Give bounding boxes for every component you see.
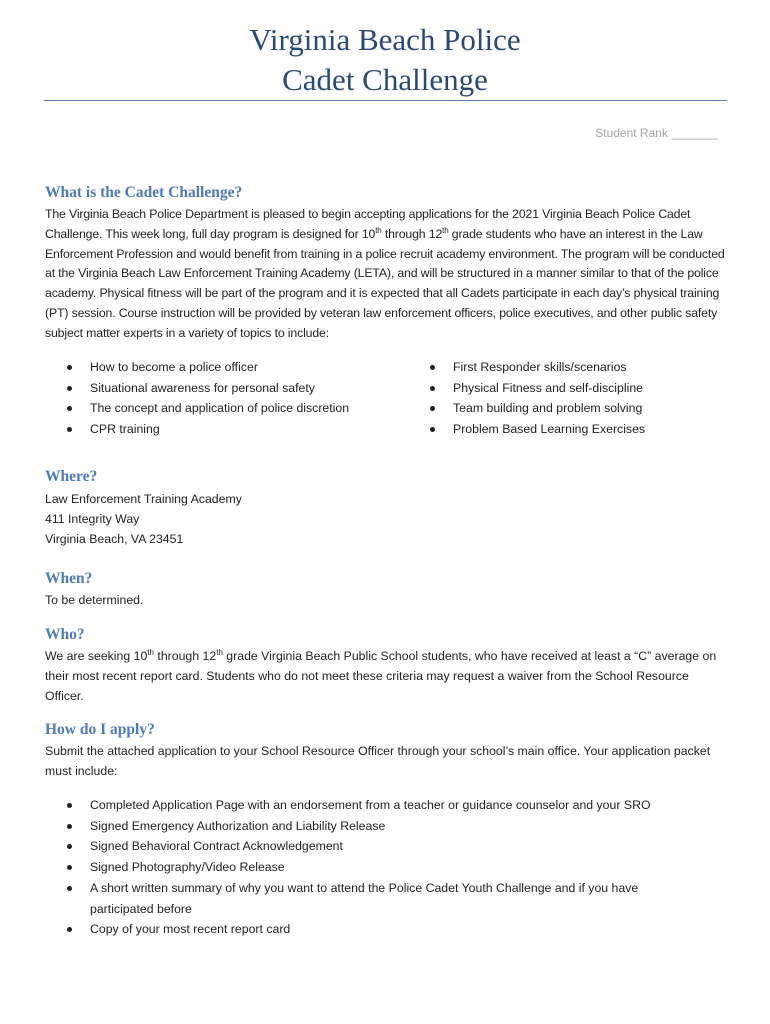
list-item: CPR training: [45, 419, 405, 440]
who-text-3: grade Virginia Beach Public School students, who have received at least a “C” average on their most recent report card. Students who do not meet these criteria may request a waiver from the School Resource Officer.: [45, 649, 717, 703]
list-item: Signed Photography/Video Release: [45, 857, 685, 878]
list-item: Signed Behavioral Contract Acknowledgement: [45, 836, 685, 857]
what-text-1: The Virginia Beach Police Department is pleased to begin accepting applications for the 2021 Virginia Beach Police Cadet Challenge. This week long, full day program is designed for 10: [45, 207, 691, 241]
list-item: Team building and problem solving: [408, 398, 728, 419]
list-item: The concept and application of police discretion: [45, 398, 405, 419]
what-paragraph: [45, 205, 735, 344]
heading-where: Where?: [45, 468, 98, 485]
who-sup-1: th: [147, 647, 154, 657]
student-rank-field: Student Rank _______: [595, 126, 718, 140]
list-item: A short written summary of why you want to attend the Police Cadet Youth Challenge and if you have participated before: [45, 878, 685, 919]
title-line-2: Cadet Challenge: [282, 62, 488, 97]
who-paragraph: [45, 647, 725, 706]
list-item: Copy of your most recent report card: [45, 919, 685, 940]
list-item: Physical Fitness and self-discipline: [408, 378, 728, 399]
list-item: How to become a police officer: [45, 357, 405, 378]
list-item: First Responder skills/scenarios: [408, 357, 728, 378]
address-block: [45, 489, 242, 549]
list-item: Situational awareness for personal safety: [45, 378, 405, 399]
document-title: [0, 20, 770, 100]
list-item: Completed Application Page with an endorsement from a teacher or guidance counselor and your SRO: [45, 795, 685, 816]
list-item: Problem Based Learning Exercises: [408, 419, 728, 440]
what-sup-1: th: [375, 225, 382, 235]
what-text-2: through 12: [381, 226, 443, 241]
heading-when: When?: [45, 570, 93, 587]
list-item: Signed Emergency Authorization and Liability Release: [45, 816, 685, 837]
heading-what: What is the Cadet Challenge?: [45, 184, 243, 201]
heading-apply: How do I apply?: [45, 721, 155, 738]
application-checklist: [45, 795, 685, 940]
who-sup-2: th: [216, 647, 223, 657]
what-sup-2: th: [442, 225, 449, 235]
apply-paragraph: Submit the attached application to your School Resource Officer through your school’s main office. Your application packet must include:: [45, 744, 711, 778]
address-line-2: 411 Integrity Way: [45, 512, 140, 526]
what-text-3: grade students who have an interest in the Law Enforcement Profession and would benefit from training in a police recruit academy environment. The program will be conducted at the Virginia Beach Law Enforcement Training Academy (LETA), and will be structured in a manner similar to that of the police academy. Physical fitness will be part of the program and it is expected that all Cadets participate in each day’s physical training (PT) session. Course instruction will be provided by veteran law enforcement officers, police executives, and other public safety subject matter experts in a variety of topics to include:: [45, 226, 725, 340]
topics-list-left: [45, 357, 405, 440]
topics-list-right: [408, 357, 728, 440]
address-line-1: Law Enforcement Training Academy: [45, 492, 242, 506]
title-line-1: Virginia Beach Police: [249, 22, 521, 57]
when-text: To be determined.: [45, 593, 144, 607]
who-text-2: through 12: [153, 649, 217, 663]
who-text-1: We are seeking 10: [45, 649, 148, 663]
address-line-3: Virginia Beach, VA 23451: [45, 532, 184, 546]
title-divider: [44, 100, 727, 101]
heading-who: Who?: [45, 626, 85, 643]
